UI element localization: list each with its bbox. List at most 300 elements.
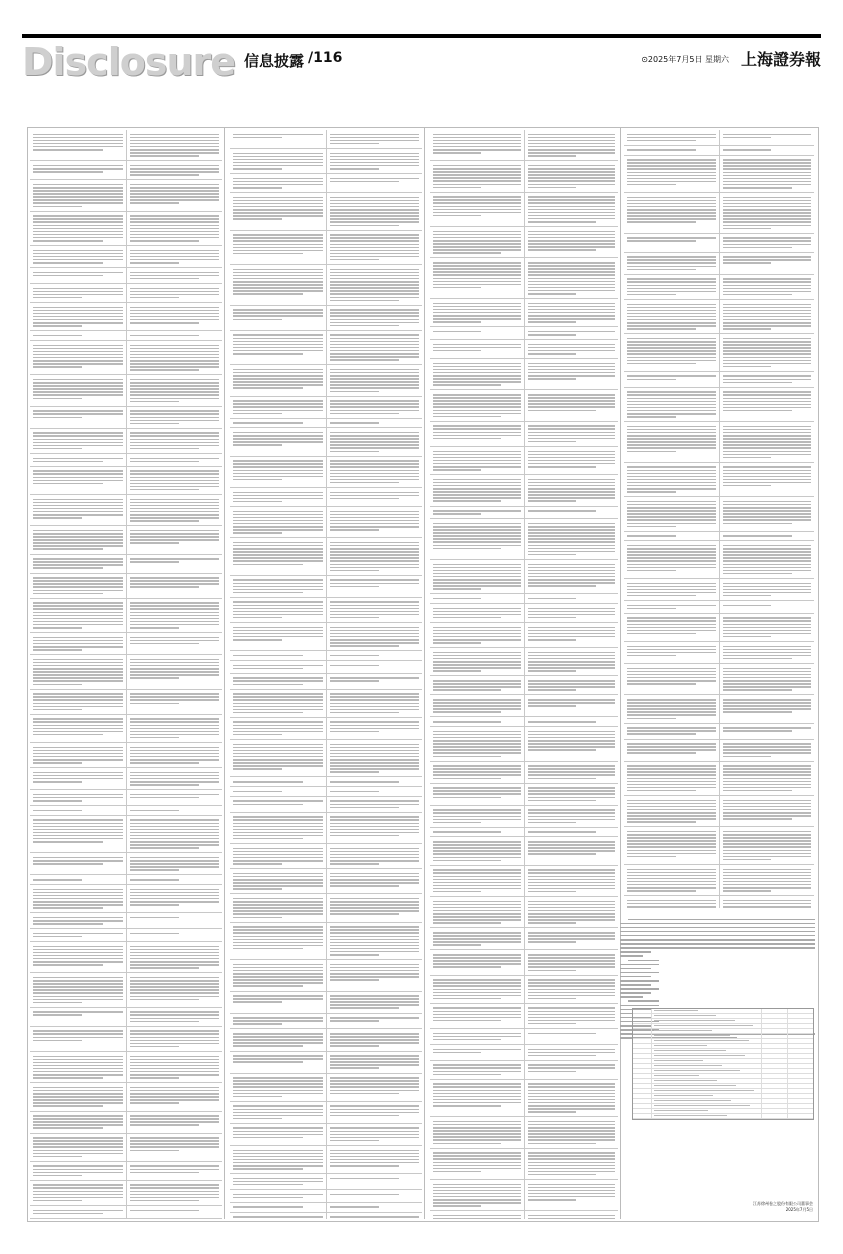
table-cell — [788, 1109, 813, 1113]
text-line — [33, 1156, 82, 1158]
table-cell — [633, 1059, 652, 1063]
text-line — [130, 841, 220, 843]
text-line — [330, 832, 420, 834]
text-line — [627, 513, 716, 515]
text-line — [130, 297, 179, 299]
text-line — [528, 938, 616, 940]
text-line — [433, 538, 521, 540]
text-line — [130, 517, 220, 519]
original-clause-cell — [230, 576, 327, 597]
text-line — [627, 730, 716, 732]
text-line — [130, 580, 220, 582]
text-line — [233, 982, 323, 984]
text-line — [433, 749, 521, 751]
table-row — [30, 1112, 222, 1134]
table-cell — [633, 1024, 652, 1028]
text-line — [33, 1150, 123, 1152]
table-cell — [633, 1034, 652, 1038]
text-line — [33, 351, 123, 353]
text-line — [723, 878, 812, 880]
text-line — [528, 998, 576, 1000]
text-line — [433, 639, 521, 641]
text-line — [627, 175, 716, 177]
text-line — [130, 819, 220, 821]
text-line — [330, 1150, 420, 1152]
text-line — [433, 1007, 521, 1009]
table-cell — [633, 1084, 652, 1088]
text-line — [528, 702, 616, 704]
text-line — [433, 998, 501, 1000]
revised-clause-cell — [127, 429, 223, 453]
text-line — [433, 1049, 521, 1051]
text-line — [433, 234, 521, 236]
text-line — [528, 234, 616, 236]
text-line — [33, 674, 123, 676]
text-line — [433, 199, 521, 201]
original-clause-cell — [30, 1008, 127, 1026]
text-line — [33, 536, 123, 538]
text-line — [233, 253, 303, 255]
text-line — [627, 617, 716, 619]
text-line — [33, 602, 123, 604]
original-clause-cell — [624, 695, 720, 722]
comparison-table-2 — [230, 130, 422, 1217]
original-clause-cell — [430, 258, 525, 298]
table-cell — [788, 1049, 813, 1053]
text-line — [433, 1014, 521, 1016]
text-line — [130, 379, 220, 381]
table-cell — [788, 1084, 813, 1088]
text-line — [528, 231, 616, 233]
text-line — [433, 567, 521, 569]
text-line — [627, 843, 716, 845]
text-line — [233, 341, 323, 343]
revised-clause-cell — [127, 303, 223, 330]
text-line — [130, 1062, 220, 1064]
text-line — [330, 655, 379, 657]
text-line — [433, 1064, 521, 1066]
text-line — [233, 557, 323, 559]
text-line — [330, 756, 420, 758]
text-line — [233, 432, 323, 434]
original-clause-cell — [230, 306, 327, 330]
table-cell — [788, 1099, 813, 1103]
revised-clause-cell — [327, 1174, 423, 1189]
original-clause-cell — [430, 676, 525, 694]
text-line — [33, 1115, 123, 1117]
text-line — [130, 1194, 220, 1196]
revised-clause-cell — [127, 268, 223, 283]
text-line — [723, 778, 812, 780]
text-line — [528, 1168, 616, 1170]
original-clause-cell — [430, 695, 525, 716]
text-line — [130, 838, 220, 840]
revised-clause-cell — [525, 299, 619, 326]
text-line — [620, 968, 651, 970]
text-line — [33, 734, 103, 736]
text-line — [330, 240, 420, 242]
text-line — [233, 1090, 323, 1092]
table-row — [230, 1029, 422, 1051]
text-line — [130, 348, 220, 350]
text-line — [433, 381, 521, 383]
text-line — [627, 781, 716, 783]
text-line — [433, 667, 521, 669]
text-line — [723, 903, 812, 905]
text-line — [723, 353, 812, 355]
text-line — [330, 153, 420, 155]
text-line — [433, 246, 521, 248]
original-clause-cell — [30, 526, 127, 553]
text-line — [330, 447, 420, 449]
table-row — [430, 648, 618, 676]
text-line — [433, 702, 521, 704]
text-line — [330, 1206, 379, 1208]
text-line — [130, 1099, 220, 1101]
text-line — [130, 410, 220, 412]
table-row — [30, 853, 222, 875]
text-line — [528, 146, 616, 148]
text-line — [620, 996, 643, 998]
text-line — [620, 923, 815, 925]
text-line — [723, 457, 772, 459]
text-line — [627, 165, 716, 167]
text-line — [528, 1111, 576, 1113]
text-line — [233, 218, 282, 220]
text-line — [627, 570, 676, 572]
text-line — [233, 159, 323, 161]
text-line — [233, 1153, 323, 1155]
text-line — [433, 497, 521, 499]
revised-clause-cell — [327, 813, 423, 843]
text-line — [130, 363, 220, 365]
text-line — [528, 882, 616, 884]
revised-clause-cell — [127, 1027, 223, 1051]
text-line — [528, 1020, 616, 1022]
table-cell — [652, 1114, 762, 1118]
text-line — [330, 939, 420, 941]
original-clause-cell — [230, 1014, 327, 1029]
table-row — [430, 784, 618, 806]
table-row — [430, 695, 618, 717]
text-line — [627, 401, 716, 403]
text-line — [233, 1055, 323, 1057]
text-line — [723, 476, 812, 478]
text-line — [233, 197, 323, 199]
text-line — [528, 1093, 616, 1095]
text-line — [233, 353, 303, 355]
text-line — [130, 977, 220, 979]
text-line — [433, 932, 521, 934]
text-line — [330, 936, 420, 938]
text-line — [130, 294, 220, 296]
text-line — [723, 285, 812, 287]
table-row — [230, 1102, 422, 1124]
revised-clause-cell — [327, 457, 423, 487]
original-clause-cell — [30, 1162, 127, 1180]
revised-clause-cell — [127, 1112, 223, 1133]
text-line — [130, 486, 220, 488]
revised-clause-cell — [327, 1102, 423, 1123]
text-line — [433, 756, 501, 758]
text-line — [33, 193, 123, 195]
text-line — [723, 869, 812, 871]
text-line — [433, 938, 521, 940]
text-line — [130, 778, 220, 780]
text-line — [433, 469, 481, 471]
text-line — [130, 533, 220, 535]
table-row — [624, 579, 814, 601]
revised-clause-cell — [525, 828, 619, 837]
revised-clause-cell — [327, 174, 423, 192]
revised-clause-cell — [327, 894, 423, 921]
text-line — [330, 168, 379, 170]
original-clause-cell — [230, 718, 327, 739]
text-line — [627, 325, 716, 327]
text-line — [723, 441, 812, 443]
text-line — [528, 212, 616, 214]
text-line — [433, 611, 521, 613]
text-line — [433, 137, 521, 139]
original-clause-cell — [230, 797, 327, 812]
text-line — [130, 420, 220, 422]
table-row — [230, 457, 422, 488]
text-line — [233, 523, 323, 525]
text-line — [528, 844, 616, 846]
text-line — [233, 636, 323, 638]
text-line — [433, 1136, 521, 1138]
text-line — [528, 350, 616, 352]
text-line — [33, 253, 123, 255]
text-line — [33, 511, 123, 513]
text-line — [723, 887, 812, 889]
text-line — [723, 683, 812, 685]
text-line — [528, 523, 616, 525]
text-line — [130, 461, 200, 463]
text-line — [233, 800, 323, 802]
text-line — [433, 711, 501, 713]
text-line — [723, 771, 812, 773]
text-line — [723, 401, 812, 403]
text-line — [433, 617, 501, 619]
text-line — [723, 203, 812, 205]
text-line — [33, 895, 123, 897]
text-line — [433, 184, 521, 186]
text-line — [130, 983, 220, 985]
text-line — [130, 1056, 220, 1058]
text-line — [723, 624, 812, 626]
text-line — [433, 485, 521, 487]
text-line — [330, 272, 420, 274]
text-line — [528, 353, 576, 355]
text-line — [433, 670, 481, 672]
text-line — [723, 671, 812, 673]
original-clause-cell — [430, 390, 525, 420]
text-line — [528, 174, 616, 176]
text-line — [528, 1136, 616, 1138]
text-line — [723, 363, 812, 365]
table-cell — [633, 1109, 652, 1113]
table-row — [30, 885, 222, 913]
original-clause-cell — [430, 784, 525, 805]
text-line — [130, 259, 220, 261]
text-line — [33, 800, 82, 802]
text-line — [723, 504, 812, 506]
revised-clause-cell — [720, 463, 815, 496]
text-line — [723, 708, 812, 710]
revised-clause-cell — [720, 372, 815, 387]
text-line — [330, 156, 420, 158]
masthead-top-rule — [22, 34, 821, 38]
text-line — [528, 529, 616, 531]
text-line — [130, 665, 220, 667]
text-line — [330, 466, 420, 468]
text-line — [233, 929, 323, 931]
text-line — [330, 287, 420, 289]
text-line — [723, 765, 812, 767]
table-cell — [788, 1114, 813, 1118]
text-line — [723, 513, 812, 515]
text-line — [723, 438, 812, 440]
table-row — [230, 1146, 422, 1174]
text-line — [723, 394, 812, 396]
text-line — [723, 809, 812, 811]
text-line — [233, 444, 282, 446]
table-row — [624, 253, 814, 275]
text-line — [528, 262, 616, 264]
text-line — [330, 520, 420, 522]
original-clause-cell — [30, 885, 127, 912]
text-line — [433, 140, 521, 142]
text-line — [723, 674, 812, 676]
table-cell — [652, 1094, 762, 1098]
text-line — [33, 567, 103, 569]
text-line — [723, 435, 812, 437]
text-line — [627, 727, 716, 729]
original-clause-cell — [430, 1180, 525, 1210]
text-line — [433, 734, 521, 736]
text-line — [233, 1061, 303, 1063]
text-line — [528, 287, 616, 289]
table-row — [624, 234, 814, 253]
text-line — [330, 406, 420, 408]
text-line — [330, 781, 400, 783]
table-row — [230, 193, 422, 231]
text-line — [330, 712, 400, 714]
text-line — [130, 477, 220, 479]
table-cell — [652, 1089, 762, 1093]
table-row — [430, 258, 618, 299]
text-line — [33, 206, 82, 208]
text-line — [723, 900, 812, 902]
original-clause-cell — [230, 740, 327, 777]
text-line — [330, 901, 420, 903]
text-line — [330, 617, 379, 619]
text-line — [723, 589, 812, 591]
text-line — [433, 410, 521, 412]
text-line — [528, 410, 596, 412]
text-line — [233, 526, 323, 528]
table-row — [624, 130, 814, 146]
text-line — [233, 350, 323, 352]
text-line — [627, 172, 716, 174]
text-line — [33, 762, 82, 764]
text-line — [433, 598, 481, 600]
text-line — [33, 1175, 82, 1177]
original-clause-cell — [30, 1134, 127, 1161]
original-clause-cell — [430, 762, 525, 783]
text-line — [130, 140, 220, 142]
table-cell — [788, 1039, 813, 1043]
text-line — [723, 668, 812, 670]
text-line — [528, 822, 576, 824]
text-line — [233, 873, 323, 875]
table-row — [624, 146, 814, 156]
text-line — [233, 848, 323, 850]
text-line — [330, 1004, 420, 1006]
text-line — [433, 312, 521, 314]
text-line — [528, 954, 616, 956]
text-line — [528, 982, 616, 984]
text-line — [433, 664, 521, 666]
text-line — [433, 809, 521, 811]
text-line — [130, 892, 220, 894]
text-line — [528, 497, 616, 499]
text-line — [723, 850, 812, 852]
text-line — [723, 240, 812, 242]
text-line — [130, 288, 220, 290]
text-line — [233, 1093, 323, 1095]
text-line — [528, 1187, 616, 1189]
text-line — [130, 174, 200, 176]
text-line — [627, 633, 696, 635]
text-line — [233, 287, 323, 289]
text-line — [654, 1050, 726, 1051]
text-line — [723, 554, 812, 556]
text-line — [330, 703, 420, 705]
text-line — [233, 551, 323, 553]
text-line — [433, 658, 521, 660]
text-line — [33, 826, 123, 828]
text-line — [130, 1191, 220, 1193]
table-cell — [633, 1009, 652, 1013]
table-row — [430, 193, 618, 227]
text-line — [528, 699, 616, 701]
text-line — [627, 567, 716, 569]
table-row — [230, 331, 422, 365]
text-line — [233, 721, 323, 723]
revised-clause-cell — [720, 300, 815, 333]
text-line — [130, 253, 220, 255]
text-line — [627, 837, 716, 839]
text-line — [627, 394, 716, 396]
text-line — [33, 514, 123, 516]
text-line — [627, 516, 716, 518]
text-line — [233, 913, 323, 915]
text-line — [528, 1049, 616, 1051]
revised-clause-cell — [720, 601, 815, 613]
text-line — [130, 1046, 179, 1048]
text-line — [433, 397, 521, 399]
text-line — [330, 750, 420, 752]
text-line — [330, 422, 379, 424]
table-row — [624, 541, 814, 579]
text-line — [433, 853, 521, 855]
text-line — [233, 945, 323, 947]
text-line — [433, 995, 521, 997]
table-row — [230, 1074, 422, 1102]
text-line — [130, 860, 220, 862]
